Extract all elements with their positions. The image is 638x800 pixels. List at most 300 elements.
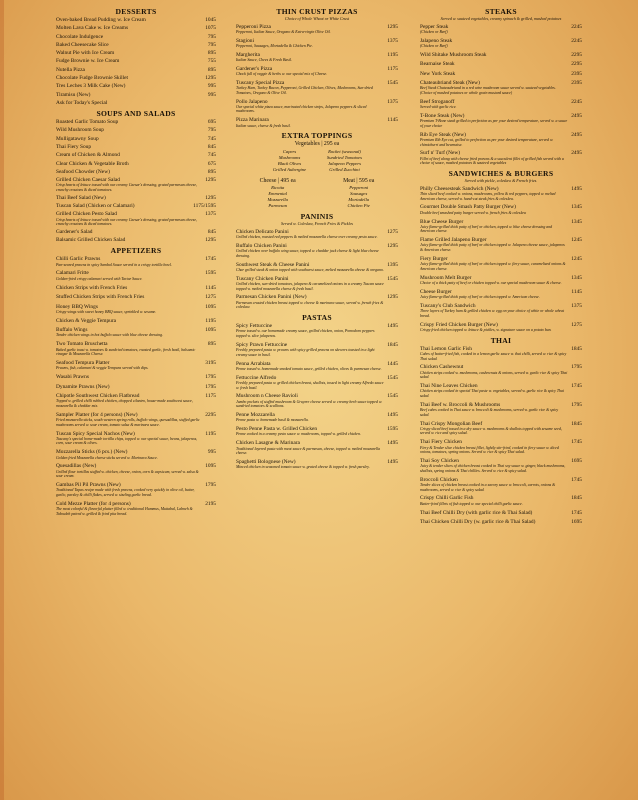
cheese-meat-toppings — [236, 178, 398, 209]
menu-item — [236, 243, 398, 258]
menu-item — [236, 117, 398, 128]
menu-item — [420, 150, 582, 165]
menu-item-name: Mozzarella Sticks (6 pcs.) (New) — [56, 449, 128, 456]
menu-item-name: Chicken Strips with French Fries — [56, 284, 128, 291]
vegetable-topping: Jalapeno Peppers — [327, 160, 362, 166]
menu-item — [236, 66, 398, 77]
desserts-title: DESSERTS — [115, 7, 157, 16]
menu-item-name: Margherita — [236, 51, 260, 58]
meat-topping: Pepperoni — [349, 185, 369, 191]
menu-item-price: 755 — [207, 58, 216, 65]
menu-item-price: 795 — [207, 41, 216, 48]
menu-item-price: 1275 — [571, 321, 582, 328]
menu-item-price: 1745 — [571, 383, 582, 390]
menu-item-price: 2295 — [571, 51, 582, 58]
menu-item-row — [56, 318, 216, 324]
menu-item-price: 1375 — [387, 37, 398, 44]
appetizers-title: APPETIZERS — [110, 246, 162, 256]
menu-item — [236, 375, 398, 390]
menu-item-price: 995 — [207, 91, 216, 98]
menu-item-price: 1045 — [205, 17, 216, 23]
menu-item-description: Three layers of Turkey ham & grilled chicken w. egg on your choice of white or whole wheat bread. — [420, 309, 565, 318]
menu-item-name: Ask for Today's Special — [56, 99, 108, 106]
meat-topping: Mortadella — [348, 197, 370, 203]
menu-item-name: Tuscany's Club Sandwich — [420, 302, 476, 309]
menu-item — [236, 440, 398, 455]
menu-item-price: 1175/1595 — [193, 203, 216, 210]
menu-item — [56, 304, 216, 315]
menu-item-name: Philly Cheesesteak Sandwich (New) — [420, 185, 499, 192]
menu-item-description: Grilled chicken, roasted red peppers & melted mozzarella cheese over creamy pesto sauce. — [236, 235, 378, 239]
menu-item-row — [56, 119, 216, 125]
menu-item-name: Spicy Prawn Fettuccine — [236, 341, 288, 348]
menu-item — [56, 50, 216, 56]
menu-item — [56, 412, 216, 427]
menu-item-name: Thai Crispy Mongolian Beef — [420, 420, 483, 427]
menu-item-price: 2245 — [571, 23, 582, 30]
menu-item-name: Seafood Tempura Platter — [56, 360, 110, 367]
menu-item — [236, 393, 398, 408]
menu-item-description: Our special white pizza sauce, marinated chicken strips, Jalapeno peppers & sliced mushrooms. — [236, 104, 367, 114]
menu-item-price: 1295 — [205, 237, 216, 244]
menu-item-description: Chicken strips cooked w. mushrooms, cashewnuts & onions, served w. garlic rice & spicy Thai salad. — [420, 370, 568, 380]
menu-item — [236, 80, 398, 95]
menu-item-name: Tres Leches 3 Milk Cake (New) — [56, 83, 126, 90]
menu-item-description: Penne pasta w. homemade basil & mozzarella. — [236, 418, 309, 423]
menu-item-price: 1845 — [571, 420, 582, 427]
menu-item — [420, 275, 582, 286]
meat-topping: Sausages — [350, 191, 368, 197]
menu-item — [56, 67, 216, 73]
menu-item-name: Mushroom Melt Burger — [420, 274, 472, 281]
menu-item-name: Thai Fiery Chicken — [420, 439, 462, 446]
paninis-section — [236, 212, 398, 310]
menu-item-price: 1145 — [571, 288, 582, 295]
menu-item-description: Crispy wings with sweet honey BBQ sauce, sprinkled w. sesame. — [56, 309, 157, 314]
menu-item-row — [56, 100, 216, 106]
menu-item-description: Crisp hearts of lettuce tossed with our creamy Caesar's dressing, grated parmesan cheese, crunchy croutons & diced tomatoes. — [56, 183, 198, 193]
menu-item-price: 1595 — [387, 426, 398, 433]
menu-item-price: 995 — [207, 83, 216, 90]
menu-item-row — [56, 67, 216, 73]
menu-item-name: Crispy Fried Chicken Burger (New) — [420, 321, 498, 328]
menu-item-price: 845 — [207, 228, 216, 235]
menu-item-name: Chicken Lasagne & Marinara — [236, 440, 300, 447]
menu-item-name: Pizza Marinara — [236, 117, 269, 124]
menu-item — [420, 289, 582, 300]
menu-item — [56, 449, 216, 460]
menu-item — [236, 459, 398, 470]
menu-item-name: Chicken Delicato Panini — [236, 228, 289, 235]
menu-item-name: Sampler Platter (for 4 persons) (New) — [56, 411, 138, 418]
menu-item-name: Fiery Burger — [420, 255, 448, 262]
menu-item-price: 1745 — [571, 476, 582, 483]
menu-item — [420, 99, 582, 110]
steaks-title: STEAKS — [485, 7, 517, 16]
menu-item — [420, 510, 582, 516]
menu-item-description: Pepperoni, Sausages, Mortadella & Chicken Pie. — [236, 43, 313, 48]
menu-item-name: T-Bone Steak (New) — [420, 113, 465, 120]
menu-item-description: Thin sliced beef cooked w. onions, mushrooms, yellow & red peppers, topped w. melted American cheese, served w. hand-cut steak fries & coleslaw. — [420, 191, 556, 201]
desserts-section — [56, 7, 216, 106]
menu-item — [420, 383, 582, 398]
menu-item-price: 1695 — [571, 458, 582, 465]
menu-item-name: Molten Lava Cake w. Ice Creams — [56, 25, 129, 32]
menu-item-name: Chicken & Veggie Tempura — [56, 317, 117, 324]
menu-item-description: Crispy fried chicken topped w. lettuce & pickles, w. signature sauce on a potato bun. — [420, 327, 552, 332]
menu-item-name: Gourmet Double Smash Patty Burger (New) — [420, 204, 516, 211]
menu-item-price: 1445 — [387, 360, 398, 367]
menu-item-name: Jalapeno Steak — [420, 37, 453, 44]
menu-item — [56, 169, 216, 175]
menu-item-price: 2495 — [571, 113, 582, 120]
menu-item — [420, 519, 582, 525]
menu-item — [420, 52, 582, 58]
menu-item — [56, 327, 216, 338]
menu-item — [420, 24, 582, 35]
menu-item-price: 1545 — [387, 275, 398, 282]
menu-item-price: 1275 — [205, 294, 216, 301]
menu-item-description: Served with garlic rice. — [420, 105, 457, 110]
menu-item-price: 1695 — [571, 519, 582, 526]
menu-item — [56, 152, 216, 158]
menu-item — [56, 341, 216, 356]
menu-item-row — [56, 294, 216, 300]
menu-item-price: 895 — [207, 168, 216, 175]
menu-item — [420, 38, 582, 49]
menu-item — [56, 177, 216, 192]
column-right — [420, 4, 582, 529]
menu-item-price: 2295 — [571, 61, 582, 68]
menu-item-name: Quesadillas (New) — [56, 463, 97, 470]
menu-item — [56, 119, 216, 125]
menu-item-description: Topped w. grilled chilli rubbed chicken, chopped cilantro, house-made southwest sauce, mozzarella & cheddar mix. — [56, 399, 193, 408]
menu-item-row — [56, 83, 216, 89]
menu-item-name: Cheese Burger — [420, 288, 452, 295]
menu-item — [56, 161, 216, 167]
menu-item-row — [56, 152, 216, 158]
menu-item-price: 2295 — [205, 411, 216, 418]
menu-item — [56, 144, 216, 150]
menu-item — [56, 83, 216, 89]
menu-item — [56, 294, 216, 300]
menu-item-name: Tuscan Spicy Special Nachos (New) — [56, 430, 135, 437]
menu-item-name: Chilli Garlic Prawns — [56, 256, 101, 263]
menu-item-description: Traditional layered pasta with meat sauce & parmesan, cheese, topped w. melted mozzarella cheese. — [236, 446, 381, 456]
column-middle — [236, 4, 398, 473]
menu-item-price: 1545 — [387, 79, 398, 86]
menu-item-price: 1145 — [205, 284, 216, 291]
menu-item-description: Grilled chicken, sun-dried tomatoes, jalapeno & caramelized onions in a creamy Tuscan sauce topped w. melted mozzarella cheese & fresh basil. — [236, 281, 384, 291]
menu-item-price: 1545 — [387, 374, 398, 381]
menu-item-price: 1345 — [571, 218, 582, 225]
cheese-topping: Ricotta — [271, 185, 285, 191]
menu-item-price: 1175 — [387, 65, 398, 72]
menu-item — [420, 237, 582, 252]
menu-item-description: Char grilled steak & onion topped with southwest sauce, melted mozzarella cheese & oregano. — [236, 267, 384, 272]
menu-item-name: Spicy Fettuccine — [236, 323, 273, 330]
menu-item-name: Tuscany Chicken Panini — [236, 275, 289, 282]
menu-item-row — [56, 58, 216, 64]
menu-item-name: Two Tomato Bruschetta — [56, 341, 108, 348]
menu-item-description: Minced chicken in seasoned tomato sauce w. grated cheese & topped w. fresh parsley. — [236, 465, 370, 470]
sandwiches-section — [420, 169, 582, 332]
menu-item-description: (Chicken or Beef) — [420, 29, 448, 34]
paninis-title: PANINIS — [300, 212, 334, 222]
menu-item-name: Nutella Pizza — [56, 66, 85, 73]
menu-item-row — [56, 384, 216, 390]
menu-item-price: 1275 — [387, 228, 398, 235]
menu-item-name: New York Steak — [420, 70, 456, 77]
soups-title: SOUPS AND SALADS — [96, 109, 176, 119]
menu-item — [420, 80, 582, 95]
menu-item-price: 2395 — [571, 80, 582, 87]
menu-item — [56, 195, 216, 201]
menu-item-name: Chocolate Indulgence — [56, 33, 104, 40]
menu-item-row — [56, 50, 216, 56]
menu-item-name: Crispy Chilli Garlic Fish — [420, 495, 474, 502]
menu-item-name: Cold Mezze Platter (for 4 persons) — [56, 500, 131, 507]
menu-item-name: Broccoli Chicken — [420, 476, 458, 483]
menu-item — [236, 342, 398, 357]
menu-item-name: Thai Lemon Garlic Fish — [420, 345, 472, 352]
menu-item-price: 1595 — [205, 270, 216, 277]
menu-item-description: Batter-fried fillets of fish topped w. our special chilli garlic sauce. — [420, 501, 523, 506]
menu-item — [236, 361, 398, 372]
appetizers-section — [56, 246, 216, 516]
menu-item — [56, 237, 216, 243]
menu-item-row — [56, 237, 216, 243]
menu-item-price: 1295 — [205, 194, 216, 201]
menu-item-price: 695 — [207, 119, 216, 126]
menu-item-name: Stuffed Chicken Strips with French Fries — [56, 294, 145, 301]
steaks-section — [420, 7, 582, 166]
cheese-topping: Parmesan — [268, 203, 288, 209]
menu-item-price: 1395 — [387, 261, 398, 268]
menu-item — [236, 323, 398, 338]
pastas-section — [236, 313, 398, 470]
menu-item-row — [56, 195, 216, 201]
menu-item — [420, 113, 582, 128]
menu-item — [236, 426, 398, 437]
menu-item-name: Penna Arrabiata — [236, 360, 271, 367]
menu-item — [420, 477, 582, 492]
vegetable-topping: Mushrooms — [278, 155, 301, 161]
menu-item-row — [56, 374, 216, 380]
menu-item-name: Pepper Steak — [420, 23, 449, 30]
menu-item-price: 1095 — [205, 463, 216, 470]
menu-item — [420, 495, 582, 506]
menu-item-description: Pan-seared prawns in spicy Sambal Sauce served in a crispy tortilla bowl. — [56, 262, 172, 267]
menu-item — [56, 42, 216, 48]
menu-item-description: Crisp hearts of lettuce tossed with our creamy Caesar's dressing, grated parmesan cheese, crunchy croutons & diced tomatoes. — [56, 217, 198, 227]
menu-item — [420, 303, 582, 318]
menu-item — [236, 99, 398, 114]
vegetable-topping: Sundried Tomatoes — [326, 155, 363, 161]
menu-item-price: 1845 — [387, 341, 398, 348]
menu-item-price: 1845 — [571, 345, 582, 352]
menu-item-price: 1095 — [205, 327, 216, 334]
menu-item-description: Juicy flame-grilled thick patty of beef or chicken topped w. fiery sauce, caramelized onions & American cheese. — [420, 262, 566, 271]
menu-item-name: Wasabi Prawns — [56, 374, 89, 381]
menu-item-row — [56, 161, 216, 167]
menu-item-name: Walnut Pie with Ice Cream — [56, 50, 115, 57]
menu-item — [56, 211, 216, 226]
menu-item-price: 1245 — [571, 237, 582, 244]
menu-item — [56, 34, 216, 40]
menu-item-row — [56, 136, 216, 142]
menu-item — [420, 402, 582, 417]
menu-item-row — [56, 92, 216, 98]
menu-item-name: Calamari Fritte — [56, 270, 89, 277]
menu-item-price: 795 — [207, 127, 216, 134]
menu-item-price: 1195 — [387, 51, 398, 58]
menu-item-description: The most colorful & flavorful platter filled w. traditional Hummus, Muttabal, Labneh & Tabouleh paired w. grilled & fried pita bread. — [56, 507, 193, 516]
menu-item-description: Double beef smashed patty burger served w. french fries & coleslaw — [420, 210, 527, 215]
menu-item — [56, 100, 216, 106]
thai-section — [420, 336, 582, 526]
menu-item-name: Gambas Pil Pil Prawns (New) — [56, 482, 121, 489]
menu-item-name: Balsamic Grilled Chicken Salad — [56, 237, 126, 244]
menu-item-price: 1195 — [205, 317, 216, 324]
menu-item — [236, 276, 398, 291]
menu-item-price: 2395 — [571, 70, 582, 77]
menu-item-row — [420, 71, 582, 77]
menu-item-row — [56, 75, 216, 81]
menu-item-name: Baked Cheesecake Slice — [56, 41, 109, 48]
menu-item-description: Italian Sauce, Chees & Fresh Basil. — [236, 57, 292, 62]
menu-item — [236, 38, 398, 49]
pizzas-section — [236, 7, 398, 128]
menu-item-description: Turkey Ham, Turkey Bacon, Pepperoni, Grilled Chicken, Olives, Mushrooms, Sun-dried Tomatoes, Oregano & Olive Oil. — [236, 86, 373, 95]
menu-item-name: Surf n' Turf (New) — [420, 150, 461, 157]
menu-item-name: Tuscany Special Pizza — [236, 79, 285, 86]
extras-title: EXTRA TOPPINGS — [281, 131, 353, 141]
menu-item — [56, 501, 216, 516]
meat-topping: Chicken Pie — [347, 203, 370, 209]
menu-item-description: Parmesan crusted chicken breast topped w. cheese & marinara sauce, served w. french fries & coleslaw. — [236, 300, 384, 310]
menu-item-name: Thai Beef Salad (New) — [56, 194, 106, 201]
menu-item-name: Buffalo Chicken Panini — [236, 242, 287, 249]
menu-item — [420, 204, 582, 215]
cheese-topping: Emmental — [268, 191, 288, 197]
pizzas-title: THIN CRUST PIZZAS — [276, 7, 358, 16]
menu-item — [56, 393, 216, 408]
menu-item-name: Gardener's Pizza — [236, 65, 273, 72]
menu-item — [56, 270, 216, 281]
pizzas-subtitle: Choice of Whole Wheat or White Crust — [284, 16, 350, 21]
menu-item-description: Grilled flour tortillas stuffed w. chicken, cheese, onion, corn & capsicum, served w. salsa & sour cream. — [56, 469, 199, 479]
menu-item-price: 895 — [207, 66, 216, 73]
menu-item — [56, 203, 216, 209]
menu-item-price: 1495 — [571, 185, 582, 192]
menu-item-description: Crispy sliced beef tossed in a dry sauce w. mushrooms & shallots topped with sesame seed, served w. rice and spicy salad. — [420, 426, 562, 436]
menu-item-name: Mulligatawny Soup — [56, 135, 99, 142]
left-decorative-bar — [0, 0, 4, 800]
menu-item-description: Fried mozzarella sticks, south western spring rolls, buffalo wings, quesadillas, stuffed garlic mushrooms served w. sour cream, tomato salsa & marinara sauce. — [56, 418, 200, 427]
menu-item-row — [56, 127, 216, 133]
menu-item-name: Seafood Chowder (New) — [56, 168, 110, 175]
menu-item-description: Freshly prepared pasta w. grilled chicken breast, shallots, tossed in light creamy Alfredo sauce w. fresh basil. — [236, 380, 384, 390]
menu-item-price: 1295 — [205, 75, 216, 82]
menu-item — [56, 75, 216, 81]
menu-item-description: Golden fried Mozzarella cheese sticks served w. Marinara Sauce. — [56, 455, 158, 460]
menu-item-name: Chipotle Southwest Chicken Flatbread — [56, 393, 140, 400]
menu-item-description: Juicy flame-grilled thick patty of beef or chicken topped w. American cheese. — [420, 295, 540, 299]
menu-item-description: Pepperoni, Italian Sauce, Oregano & Extra-virgin Olive Oil. — [236, 29, 331, 34]
sandwiches-title: SANDWICHES & BURGERS — [448, 169, 554, 179]
menu-item-description: Freshly prepared pasta w. prawns with spicy grilled prawns on skewers toasted in a light creamy sauce in basil. — [236, 348, 375, 357]
menu-item-price: 1345 — [571, 274, 582, 281]
menu-item-description: Beef cubes cooked in Thai sauce w. broccoli & mushrooms, served w. garlic rice & spicy salad. — [420, 408, 559, 417]
menu-item-price: 1295 — [387, 23, 398, 30]
menu-item-price: 1145 — [387, 117, 398, 124]
steaks-subtitle: Served w. sauteed vegetables, creamy spinach & grilled, mashed potatoes — [440, 16, 562, 21]
menu-item-price: 2245 — [571, 37, 582, 44]
vegetable-topping: Grilled Aubergine — [272, 166, 307, 172]
vegetable-topping: Grilled Zucchini — [329, 166, 360, 172]
menu-item-name: Mushroom n Cheese Ravioli — [236, 393, 298, 400]
menu-item-name: Thai Fiery Soup — [56, 144, 92, 151]
menu-item-row — [420, 52, 582, 58]
menu-item-price: 845 — [207, 144, 216, 151]
menu-item-name: Spaghetti Bolognese (New) — [236, 459, 296, 466]
meat-heading: Meat | 595 ea — [343, 178, 375, 185]
menu-item-description: Grilled chicken over buffalo wing sauce, topped w. cheddar jack cheese & light blue cheese dressing. — [236, 249, 379, 258]
menu-item-row — [420, 61, 582, 67]
menu-item-description: Choice of a thick patty of beef or chicken topped w. our special mushroom sauce & cheese. — [420, 280, 562, 285]
menu-item-price: 1075 — [205, 25, 216, 32]
menu-item-price: 2495 — [571, 150, 582, 157]
menu-item — [56, 360, 216, 371]
menu-item-description: Juicy flame-grilled thick patty of beef or chicken, topped w. blue cheese dressing and American cheese. — [420, 224, 553, 234]
menu-item-price: 1545 — [387, 393, 398, 400]
menu-item — [420, 219, 582, 234]
cheese-topping: Mozzarella — [267, 197, 288, 203]
menu-item-price: 1795 — [571, 401, 582, 408]
menu-item — [56, 463, 216, 478]
menu-item-description: Italian sauce, cheese & fresh basil. — [236, 123, 291, 128]
menu-item-name: Pepperoni Pizza — [236, 23, 271, 30]
menu-item-name: Tuscan Salad (Chicken or Calamari) — [56, 203, 135, 210]
menu-item — [420, 346, 582, 361]
menu-item-description: Traditional Tapas recipe made with fresh prawns, cooked very quickly in olive oil, butter, garlic, parsley & chilli flakes, served w. sizzling garlic bread. — [56, 488, 195, 497]
menu-item-price: 1295 — [205, 177, 216, 184]
menu-item-price: 1495 — [387, 412, 398, 419]
menu-item — [56, 431, 216, 446]
menu-item-name: Bearnaise Steak — [420, 61, 455, 68]
menu-item-row — [56, 169, 216, 175]
extras-section — [236, 131, 398, 209]
menu-item-description: Premium Rib Eye cut, grilled to perfection as per your desired temperature, served w. chimichurri and bearnaise. — [420, 137, 554, 147]
menu-item-price: 1295 — [387, 242, 398, 249]
menu-item-price: 895 — [207, 50, 216, 57]
menu-item — [420, 458, 582, 473]
menu-item — [236, 24, 398, 35]
menu-item-description: Penne cooked in a creamy pesto sauce w. mushrooms, topped w. grilled chicken. — [236, 432, 361, 437]
menu-item — [56, 229, 216, 235]
menu-item-price: 1495 — [387, 323, 398, 330]
menu-item-row — [56, 17, 216, 23]
menu-item-price: 1495 — [387, 459, 398, 466]
menu-item-name: Thai Nine Leaves Chicken — [420, 383, 478, 390]
menu-item — [56, 285, 216, 291]
column-left — [56, 4, 216, 520]
menu-item-name: Penne Mozzarella — [236, 412, 275, 419]
menu-item-name: Grilled Chicken Pesto Salad — [56, 211, 117, 218]
menu-item-description: Juicy flame-grilled thick patty of beef or chicken topped w. Jalapeno cheese sauce, jalapenos & American cheese. — [420, 243, 565, 253]
menu-item-description: Tuscany's special home-made tortilla chips, topped w. our special sauce, beans, jalapenos, corn, sour cream & olives. — [56, 436, 198, 446]
